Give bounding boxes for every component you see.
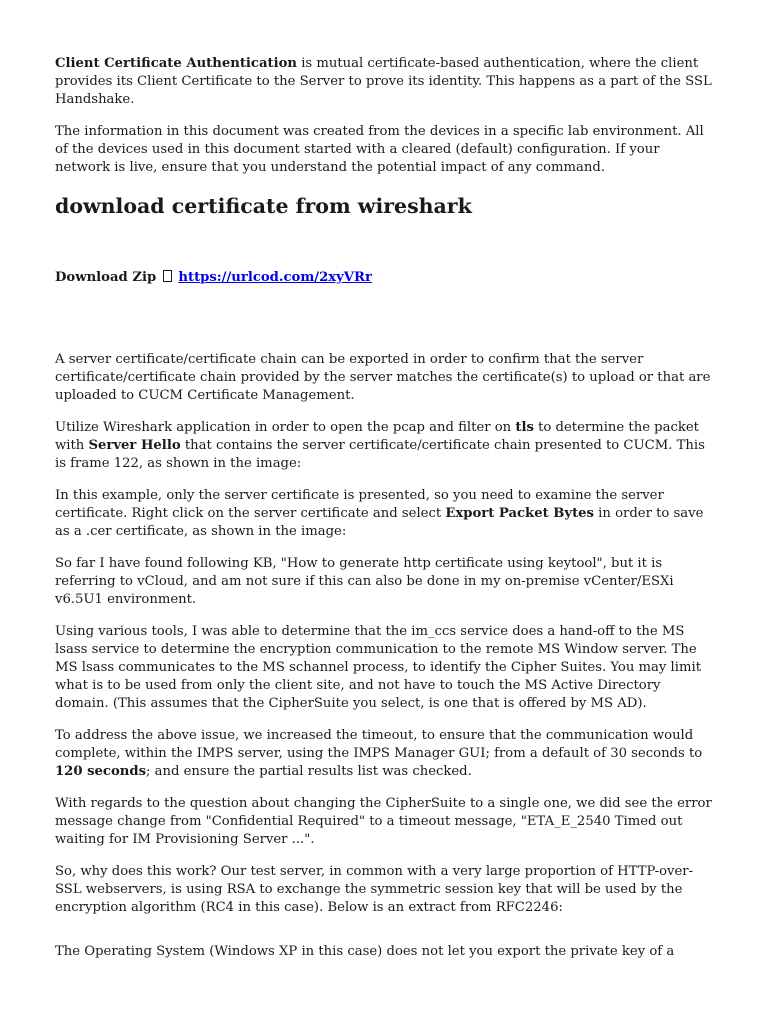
download-link[interactable]: https://urlcod.com/2xyVRr: [178, 270, 372, 285]
body-paragraph-2-text-c: to determine the packet with: [55, 420, 699, 453]
intro-paragraph-2: The information in this document was created from the devices in a specific lab environment. All of the devices used in this document started with a cleared (default) configuration. If your network is live, ensure that you understand the potential impact of any command.: [55, 124, 704, 175]
body-paragraph-3: [55, 487, 714, 541]
server-hello-term: Server Hello: [88, 438, 181, 453]
download-label: Download Zip: [55, 270, 161, 285]
body-paragraph-5: Using various tools, I was able to determine that the im_ccs service does a hand-off to the MS lsass service to determine the encryption communication to the remote MS Window server. The MS lsass communicates to the MS schannel process, to identify the Cipher Suites. You may limit what is to be used from only the client site, and not have to touch the MS Active Directory domain. (This assumes that the CipherSuite you select, is one that is offered by MS AD).: [55, 624, 702, 711]
filter-term: tls: [515, 420, 534, 435]
download-line: [55, 269, 714, 287]
body-paragraph-8: So, why does this work? Our test server, in common with a very large proportion of HTTP-over-SSL webservers, is using RSA to exchange the symmetric session key that will be used by the encryption algorithm (RC4 in this case). Below is an extract from RFC2246:: [55, 864, 694, 915]
intro-paragraph-1: [55, 55, 714, 109]
body-paragraph-6-text-a: To address the above issue, we increased the timeout, to ensure that the communication would complete, within the IMPS server, using the IMPS Manager GUI; from a default of 30 seconds to: [55, 728, 703, 761]
body-paragraph-1: A server certificate/certificate chain can be exported in order to confirm that the server certificate/certificate chain provided by the server matches the certificate(s) to upload or that are uploaded to CUCM Certificate Management.: [55, 352, 711, 403]
body-paragraph-6: [55, 727, 714, 781]
intro-paragraph-1-text: is mutual certificate-based authentication, where the client provides its Client Certificate to the Server to prove its identity. This happens as a part of the SSL Handshake.: [55, 56, 712, 107]
body-paragraph-2: [55, 419, 714, 473]
export-term: Export Packet Bytes: [445, 506, 594, 521]
body-paragraph-9: The Operating System (Windows XP in this case) does not let you export the private key of a: [55, 944, 675, 959]
intro-term: Client Certificate Authentication: [55, 56, 297, 71]
timeout-term: 120 seconds: [55, 764, 146, 779]
body-paragraph-6-text-c: ; and ensure the partial results list was checked.: [146, 764, 472, 779]
body-paragraph-4: So far I have found following KB, "How to generate http certificate using keytool", but it is referring to vCloud, and am not sure if this can also be done in my on-premise vCenter/ESXi v6.5U1 environment.: [55, 556, 674, 607]
body-paragraph-3-text-a: In this example, only the server certificate is presented, so you need to examine the server certificate. Right click on the server certificate and select: [55, 488, 664, 521]
body-paragraph-2-text-a: Utilize Wireshark application in order to open the pcap and filter on: [55, 420, 516, 435]
body-paragraph-3-text-c: in order to save as a .cer certificate, as shown in the image:: [55, 506, 704, 539]
page-heading: download certificate from wireshark: [55, 194, 472, 218]
missing-glyph-icon: [163, 270, 172, 282]
body-paragraph-7: With regards to the question about changing the CipherSuite to a single one, we did see the error message change from "Confidential Required" to a timeout message, "ETA_E_2540 Timed out waiting for IM Provisioning Server ...".: [55, 796, 712, 847]
body-paragraph-2-text-e: that contains the server certificate/certificate chain presented to CUCM. This is frame 122, as shown in the image:: [55, 438, 705, 471]
